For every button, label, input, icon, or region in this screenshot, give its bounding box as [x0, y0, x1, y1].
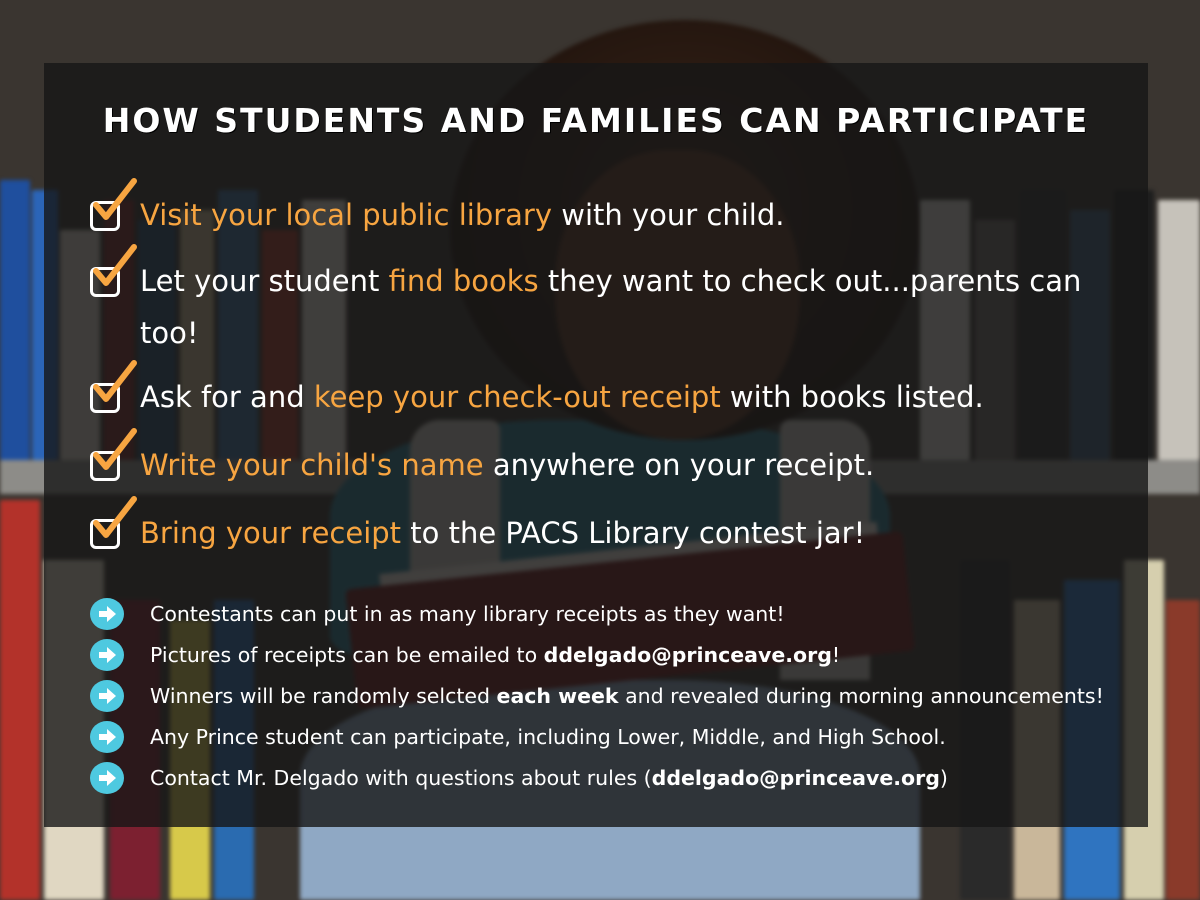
checkmark-icon — [86, 241, 142, 293]
highlight-text: Visit your local public library — [140, 198, 553, 232]
email-link[interactable]: ddelgado@princeave.org — [543, 643, 832, 667]
rule-item — [90, 718, 1150, 756]
item-text: Let your student — [140, 264, 389, 298]
rule-item — [90, 759, 1150, 797]
rule-text: ) — [939, 766, 948, 790]
rule-item — [90, 636, 1150, 674]
book-spine — [0, 180, 30, 460]
highlight-text: keep your check-out receipt — [313, 380, 721, 414]
book-spine — [0, 500, 40, 900]
checkmark-icon — [86, 357, 142, 409]
rule-text: Contestants can put in as many library receipts as they want! — [150, 602, 785, 626]
arrow-right-icon — [90, 762, 124, 794]
rule-item — [90, 677, 1150, 715]
rule-text: and revealed during morning announcements! — [618, 684, 1104, 708]
book-spine — [1158, 200, 1200, 460]
item-text: Ask for and — [140, 380, 314, 414]
rule-text: Winners will be randomly selcted — [150, 684, 497, 708]
highlight-text: Write your child's name — [140, 448, 484, 482]
emphasis-text: each week — [496, 684, 619, 708]
rule-text: Contact Mr. Delgado with questions about rules ( — [150, 766, 652, 790]
rule-text: Any Prince student can participate, including Lower, Middle, and High School. — [150, 725, 946, 749]
highlight-text: find books — [388, 264, 539, 298]
highlight-text: Bring your receipt — [140, 516, 402, 550]
item-text: to the PACS Library contest jar! — [401, 516, 866, 550]
arrow-right-icon — [90, 639, 124, 671]
arrow-right-icon — [90, 598, 124, 630]
item-text: with books listed. — [720, 380, 984, 414]
info-panel — [44, 63, 1148, 827]
item-text: with your child. — [552, 198, 785, 232]
checkmark-icon — [86, 425, 142, 477]
checkmark-icon — [86, 175, 142, 227]
rule-item — [90, 595, 1150, 633]
item-text: they want to check out...parents can too! — [140, 264, 1082, 350]
rule-text: Pictures of receipts can be emailed to — [150, 643, 544, 667]
item-text: anywhere on your receipt. — [483, 448, 875, 482]
page-title: HOW STUDENTS AND FAMILIES CAN PARTICIPATE — [102, 101, 1090, 140]
checkmark-icon — [86, 493, 142, 545]
rule-text: ! — [831, 643, 841, 667]
arrow-right-icon — [90, 721, 124, 753]
book-spine — [1166, 600, 1200, 900]
arrow-right-icon — [90, 680, 124, 712]
email-link[interactable]: ddelgado@princeave.org — [651, 766, 940, 790]
